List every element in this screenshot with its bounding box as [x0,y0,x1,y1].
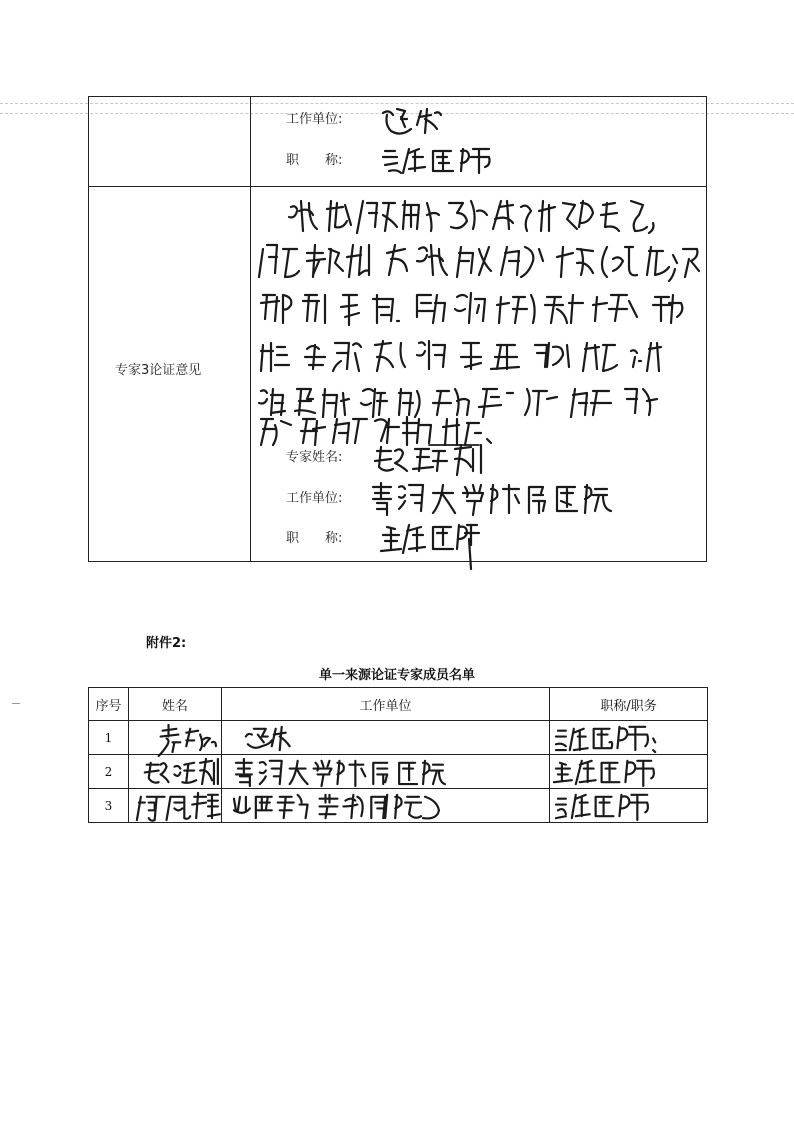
handwritten-title-associate-chief [379,143,509,179]
member-title-cell [550,755,708,789]
expert-name-label: 专家姓名: [286,450,343,465]
handwritten-member-name [129,755,221,788]
member-name-cell [128,789,221,823]
handwritten-member-unit [222,789,549,822]
column-header-title: 职称/职务 [550,688,708,721]
handwritten-work-unit-retired [379,103,459,139]
title-label: 职 称: [286,153,343,168]
member-unit-cell [221,721,549,755]
handwritten-member-title [550,755,707,788]
scan-mark [12,703,20,704]
handwritten-member-unit [222,755,549,788]
table-divider [89,186,706,187]
member-unit-cell [221,789,549,823]
column-header-no: 序号 [89,688,129,721]
member-title-cell [550,721,708,755]
handwritten-member-title [550,721,707,754]
handwritten-member-name [129,721,221,754]
row-number: 2 [89,755,129,789]
member-unit-cell [221,755,549,789]
list-title: 单一来源论证专家成员名单 [318,668,475,683]
table-divider [250,97,251,561]
column-header-name: 姓名 [128,688,221,721]
member-title-cell [550,789,708,823]
row-number: 3 [89,789,129,823]
work-unit-label: 工作单位: [286,112,343,127]
table-row [89,721,708,755]
handwritten-expert-name [369,441,489,481]
table-header-row [89,688,708,721]
member-name-cell [128,721,221,755]
attachment-label: 附件2: [146,636,187,651]
row-number: 1 [89,721,129,755]
handwritten-expert-work-unit [369,479,609,519]
handwritten-member-unit [222,721,549,754]
work-unit-label-2: 工作单位: [286,491,343,506]
column-header-unit: 工作单位 [221,688,549,721]
handwritten-member-name [129,789,221,822]
expert-opinion-table [88,96,707,562]
title-label-2: 职 称: [286,531,343,546]
member-name-cell [128,755,221,789]
handwritten-expert-title [379,519,479,571]
table-row [89,789,708,823]
opinion-row-label: 专家3论证意见 [115,363,202,378]
expert-members-table [88,687,708,823]
table-row [89,755,708,789]
handwritten-opinion-text [257,193,703,443]
handwritten-member-title [550,789,707,822]
